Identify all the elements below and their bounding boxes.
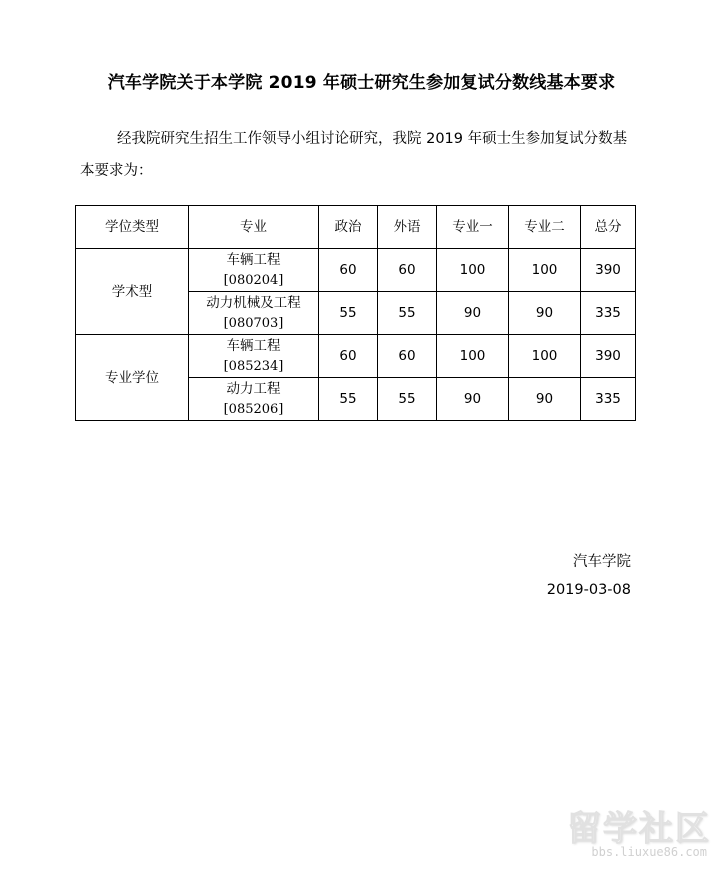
- foreign-score: 55: [378, 292, 437, 335]
- major-code: [085206]: [223, 401, 284, 417]
- header-major: 专业: [189, 206, 319, 249]
- major-two-score: 90: [509, 378, 581, 421]
- major-cell: [189, 335, 319, 378]
- major-two-score: 90: [509, 292, 581, 335]
- major-one-score: 100: [437, 249, 509, 292]
- intro-paragraph: 经我院研究生招生工作领导小组讨论研究，我院 2019 年硕士生参加复试分数基本要求为：: [80, 131, 628, 179]
- politics-score: 60: [319, 249, 378, 292]
- table-row: [76, 335, 636, 378]
- signature-date: 2019-03-08: [546, 582, 631, 598]
- foreign-score: 60: [378, 249, 437, 292]
- signature-org: 汽车学院: [573, 554, 631, 570]
- major-name: 车辆工程: [226, 251, 281, 268]
- score-table: [75, 205, 636, 421]
- degree-type-cell: 学术型: [76, 249, 189, 335]
- major-name: 车辆工程: [226, 337, 281, 354]
- major-two-score: 100: [509, 335, 581, 378]
- major-two-score: 100: [509, 249, 581, 292]
- total-score: 390: [581, 249, 636, 292]
- major-name: 动力工程: [226, 380, 281, 397]
- table-row: [76, 249, 636, 292]
- foreign-score: 60: [378, 335, 437, 378]
- degree-type-cell: 专业学位: [76, 335, 189, 421]
- foreign-score: 55: [378, 378, 437, 421]
- major-name: 动力机械及工程: [206, 294, 301, 311]
- header-politics: 政治: [319, 206, 378, 249]
- table-header-row: [76, 206, 636, 249]
- major-one-score: 100: [437, 335, 509, 378]
- major-cell: [189, 249, 319, 292]
- site-watermark: [561, 801, 711, 861]
- watermark-url: bbs.liuxue86.com: [591, 845, 707, 859]
- total-score: 390: [581, 335, 636, 378]
- header-degree-type: 学位类型: [76, 206, 189, 249]
- watermark-logo-text: 留学社区: [567, 809, 711, 849]
- major-code: [080703]: [223, 315, 284, 331]
- header-foreign-language: 外语: [378, 206, 437, 249]
- major-code: [085234]: [223, 358, 284, 374]
- major-cell: [189, 378, 319, 421]
- major-code: [080204]: [223, 272, 284, 288]
- major-one-score: 90: [437, 292, 509, 335]
- header-major-one: 专业一: [437, 206, 509, 249]
- major-cell: [189, 292, 319, 335]
- header-total: 总分: [581, 206, 636, 249]
- politics-score: 55: [319, 378, 378, 421]
- total-score: 335: [581, 292, 636, 335]
- header-major-two: 专业二: [509, 206, 581, 249]
- total-score: 335: [581, 378, 636, 421]
- document-title: 汽车学院关于本学院 2019 年硕士研究生参加复试分数线基本要求: [107, 73, 616, 93]
- politics-score: 60: [319, 335, 378, 378]
- politics-score: 55: [319, 292, 378, 335]
- major-one-score: 90: [437, 378, 509, 421]
